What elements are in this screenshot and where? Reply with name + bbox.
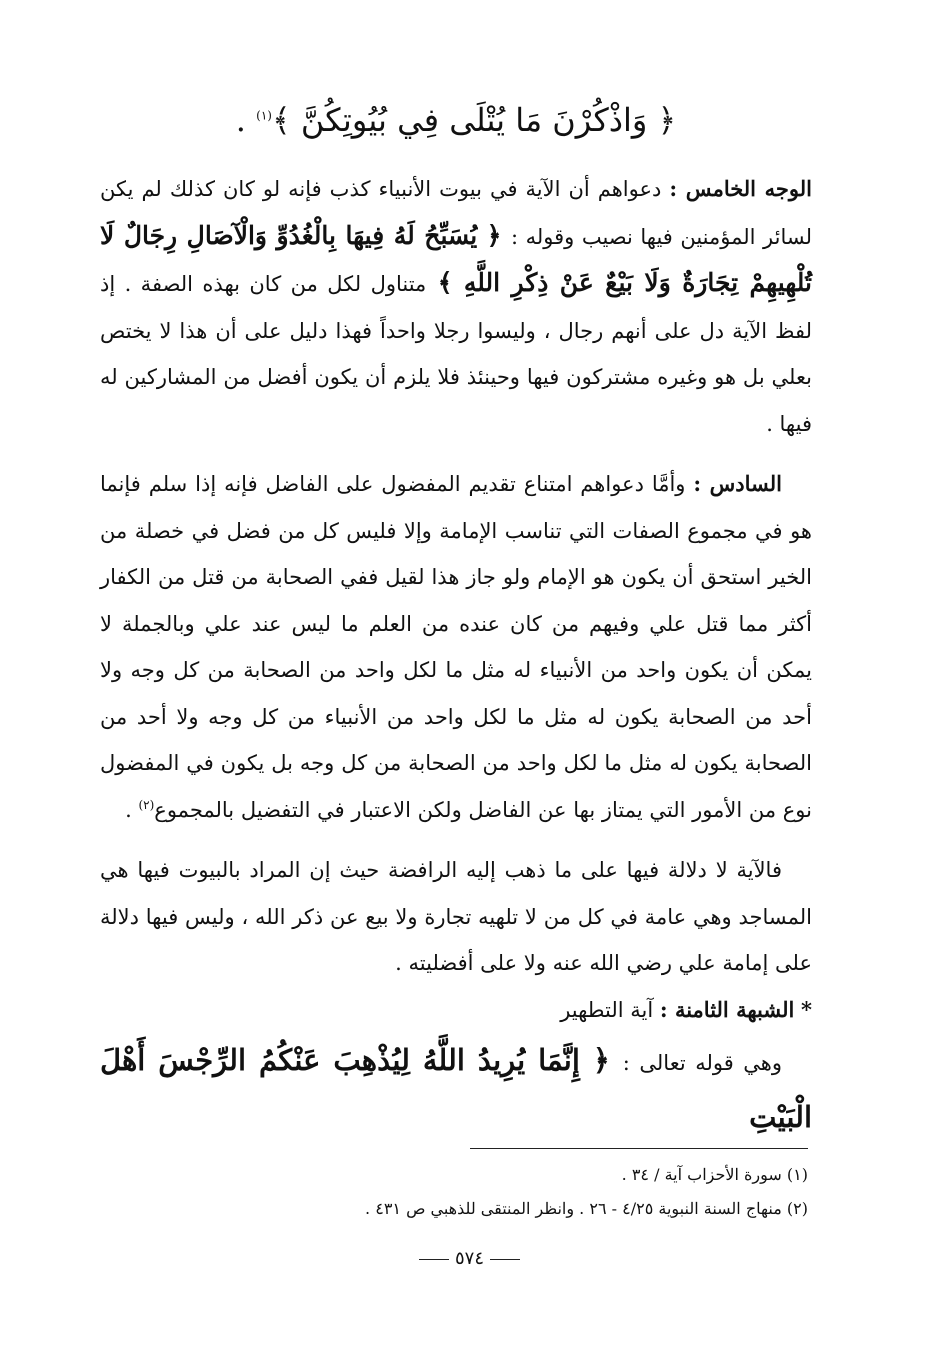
paragraph-text: فالآية لا دلالة فيها على ما ذهب إليه الرافضة حيث إن المراد بالبيوت فيها هي المساجد وهي عامة في كل من لا تلهيه تجارة ولا بيع عن ذكر الله ، وليس فيها دلالة على إمامة علي رضي الله عنه ولا على أفضليته . (100, 858, 812, 975)
paragraph-verse-intro (100, 1033, 812, 1147)
paragraph-end: . (125, 797, 139, 822)
footnote-divider (470, 1148, 808, 1149)
top-verse-line (100, 88, 812, 152)
paragraph-text: وأمَّا دعواهم امتناع تقديم المفضول على الفاضل فإنه إذا سلم فإنما هو في مجموع الصفات التي تناسب الإمامة وإلا فليس كل من فضل في خصلة من الخير استحق أن يكون هو الإمام ولو جاز هذا لقيل ففي الصحابة من قتل من الكفار أكثر مما قتل علي وفيهم من كان عنده من العلم ما ليس عند علي وبالجملة لا يمكن أن يكون واحد من الأنبياء له مثل ما لكل واحد من الصحابة من كل وجه ولا أحد من الصحابة يكون له مثل ما لكل واحد من الأنبياء من كل وجه ولا أحد من الصحابة يكون له مثل ما لكل واحد من الصحابة من كل وجه بل يكون في المفضول نوع من الأمور التي يمتاز بها عن الفاضل ولكن الاعتبار في التفضيل بالمجموع (100, 472, 812, 822)
footnote-ref-2: (٢) (138, 797, 155, 812)
page-body (100, 70, 812, 1300)
footnotes (280, 1158, 808, 1226)
footnote-item (280, 1158, 808, 1192)
dash-left (490, 1259, 520, 1260)
paragraph-text: دعواهم أن الآية في بيوت الأنبياء كذب فإنه لو كان كذلك لم يكن لسائر المؤمنين فيها نصيب وقوله : (100, 177, 812, 249)
top-verse-end: . (235, 101, 257, 139)
page-number: ٥٧٤ (454, 1248, 484, 1269)
heading-subtitle: آية التطهير (560, 997, 660, 1022)
top-verse: ﴿ وَاذْكُرْنَ مَا يُتْلَى فِي بُيُوتِكُنَّ ﴾ (271, 101, 677, 139)
page-number-line (0, 1248, 939, 1269)
star-marker: * (801, 996, 812, 1022)
paragraph-label: الوجه الخامس : (669, 176, 812, 201)
section-heading (100, 987, 812, 1033)
footnote-number: (٢) (786, 1199, 808, 1218)
footnote-number: (١) (786, 1165, 808, 1184)
heading-title: الشبهة الثامنة : (659, 996, 795, 1022)
paragraph-sixth (100, 461, 812, 833)
footnote-text: منهاج السنة النبوية ٤/٢٥ - ٢٦ . وانظر المنتقى للذهبي ص ٤٣١ . (365, 1199, 782, 1218)
footnote-text: سورة الأحزاب آية / ٣٤ . (621, 1165, 782, 1184)
paragraph-label: السادس : (693, 471, 783, 496)
footnote-item (280, 1192, 808, 1226)
paragraph-conclusion (100, 847, 812, 987)
footnote-ref-1: (١) (256, 108, 272, 123)
dash-right (419, 1259, 449, 1260)
paragraph-text: وهي قوله تعالى : (622, 1050, 783, 1075)
paragraph-fifth-aspect (100, 166, 812, 447)
quran-verse: ﴿ يُسَبِّحُ لَهُ فِيهَا بِالْغُدُوِّ وَالْآصَالِ رِجَالٌ لَا تُلْهِيهِمْ تِجَارَةٌ وَلَا بَيْعٌ عَنْ ذِكْرِ اللَّهِ ﴾ (100, 220, 812, 297)
quran-verse: ﴿ إِنَّمَا يُرِيدُ اللَّهُ لِيُذْهِبَ عَنْكُمُ الرِّجْسَ أَهْلَ الْبَيْتِ (100, 1042, 812, 1134)
paragraph-text: متناول لكل من كان بهذه الصفة . إذ لفظ الآية دل على أنهم رجال ، وليسوا رجلا واحداً فهذا دليل على أن هذا لا يختص بعلي بل هو وغيره مشتركون فيها وحينئذ فلا يلزم أن يكون أفضل من المشاركين له فيها . (100, 272, 812, 436)
